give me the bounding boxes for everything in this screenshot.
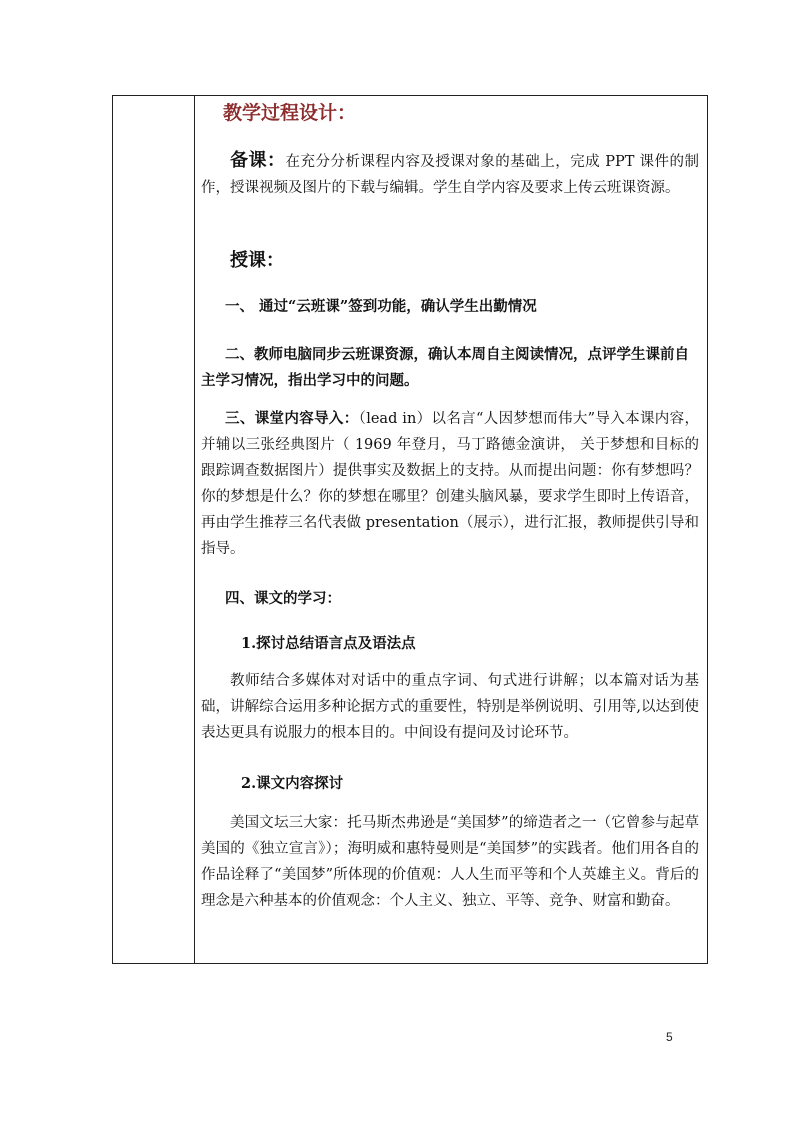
step-1: 一、 通过“云班课”签到功能，确认学生出勤情况 [225,298,537,315]
teach-heading [201,248,699,275]
step-4: 四、课文的学习： [225,590,341,607]
prep-text: 在充分分析课程内容及授课对象的基础上，完成 PPT 课件的制作，授课视频及图片的下载与编辑。学生自学内容及要求上传云班课资源。 [201,154,700,196]
step-3-label: 三、课堂内容导入： [225,410,359,427]
page-number: 5 [666,1030,673,1044]
section-title: 教学过程设计： [223,102,357,124]
sub-1-title: 1.探讨总结语言点及语法点 [241,635,416,652]
step-3-text: （lead in）以名言“人因梦想而伟大”导入本课内容，并辅以三张经典图片（ 1969 年登月，马丁路德金演讲， 关于梦想和目标的跟踪调查数据图片）提供事实及数据上的支持。从而提出问题：你有梦想吗？你的梦想是什么？你的梦想在哪里？创建头脑风暴，要求学生即时上传语音，再由学生推荐三名代表做 presentation（展示），进行汇报，教师提供引导和指导。 [201,411,699,557]
sub-2-title: 2.课文内容探讨 [241,775,344,792]
sub-2-text: 美国文坛三大家：托马斯杰弗逊是“美国梦”的缔造者之一（它曾参与起草美国的《独立宣言》）；海明威和惠特曼则是“美国梦”的实践者。他们用各自的作品诠释了“美国梦”所体现的价值观：人人生而平等和个人英雄主义。背后的理念是六种基本的价值观念：个人主义、独立、平等、竞争、财富和勤奋。 [201,815,699,909]
lesson-plan-table [112,95,708,964]
prep-paragraph [201,148,699,201]
table-column-divider [194,96,195,963]
prep-label: 备课： [230,150,286,171]
step-2: 二、教师电脑同步云班课资源，确认本周自主阅读情况，点评学生课前自主学习情况，指出学习中的问题。 [201,346,689,389]
teach-label: 授课： [230,250,284,271]
step-3-paragraph [201,406,699,562]
sub-1-text: 教师结合多媒体对对话中的重点字词、句式进行讲解；以本篇对话为基础，讲解综合运用多种论据方式的重要性，特别是举例说明、引用等,以达到使表达更具有说服力的根本目的。中间设有提问及讨论环节。 [201,673,699,741]
